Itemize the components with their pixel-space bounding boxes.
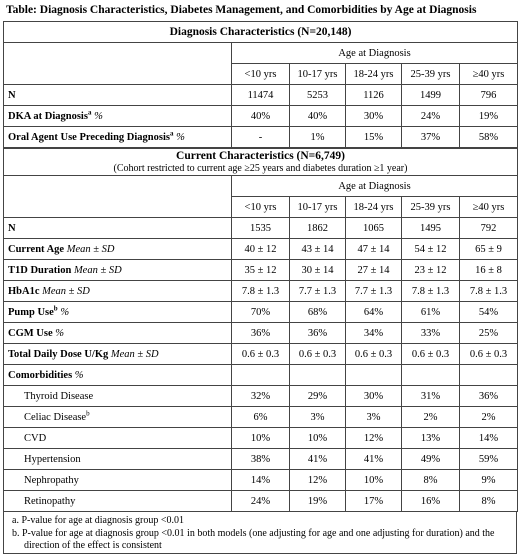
table-cell: 37% <box>402 127 460 148</box>
footnote-marker: b <box>86 409 90 417</box>
table-row <box>4 344 518 365</box>
column-header: ≥40 yrs <box>460 197 518 218</box>
column-header: 10-17 yrs <box>290 197 346 218</box>
table-cell: 12% <box>346 428 402 449</box>
column-header: ≥40 yrs <box>460 64 518 85</box>
row-label-text: Thyroid Disease <box>24 390 94 402</box>
table-row <box>4 260 518 281</box>
row-label-text: Pump Use <box>8 306 54 318</box>
row-label <box>4 260 232 281</box>
table-cell: 25% <box>460 323 518 344</box>
table-cell: 1535 <box>232 218 290 239</box>
table-cell: 34% <box>346 323 402 344</box>
table-cell: 40 ± 12 <box>232 239 290 260</box>
table-cell: 13% <box>402 428 460 449</box>
table-cell: 10% <box>290 428 346 449</box>
table-row <box>4 218 518 239</box>
row-label-text: Total Daily Dose U/Kg <box>8 348 109 360</box>
row-label <box>4 281 232 302</box>
table-cell: 27 ± 14 <box>346 260 402 281</box>
table-cell: 47 ± 14 <box>346 239 402 260</box>
table-cell: 8% <box>460 491 518 512</box>
table-cell: 2% <box>460 407 518 428</box>
table-cell: 7.7 ± 1.3 <box>346 281 402 302</box>
table-title: Table: Diagnosis Characteristics, Diabetes Management, and Comorbidities by Age at Diagnosis <box>6 4 477 16</box>
row-label <box>4 344 232 365</box>
table-cell: 61% <box>402 302 460 323</box>
table-cell: 796 <box>460 85 518 106</box>
table-cell: 0.6 ± 0.3 <box>290 344 346 365</box>
table-cell: 64% <box>346 302 402 323</box>
table-row <box>4 428 518 449</box>
header-blank <box>4 176 232 218</box>
footnote-marker: b <box>53 304 58 312</box>
table-cell: 36% <box>232 323 290 344</box>
table-cell: 10% <box>346 470 402 491</box>
table-cell: 7.8 ± 1.3 <box>232 281 290 302</box>
table-cell: 40% <box>232 106 290 127</box>
row-label <box>4 106 232 127</box>
table-cell: 3% <box>290 407 346 428</box>
section-1-heading: Diagnosis Characteristics (N=20,148) <box>4 22 518 43</box>
table-row <box>4 386 518 407</box>
row-unit: Mean ± SD <box>108 348 159 360</box>
footnotes <box>3 512 517 554</box>
table-cell: 43 ± 14 <box>290 239 346 260</box>
table-row <box>4 85 518 106</box>
table-cell: 36% <box>460 386 518 407</box>
empty-cell <box>232 365 290 386</box>
footnote-marker: a <box>87 108 92 116</box>
table-cell: 68% <box>290 302 346 323</box>
table-cell: 8% <box>402 470 460 491</box>
table-row <box>4 106 518 127</box>
table-row <box>4 127 518 148</box>
row-label <box>4 407 232 428</box>
table-cell: 0.6 ± 0.3 <box>346 344 402 365</box>
table-cell: 3% <box>346 407 402 428</box>
table-cell: 38% <box>232 449 290 470</box>
table-cell: 14% <box>232 470 290 491</box>
row-label-text: N <box>8 222 16 234</box>
section-2-title: Current Characteristics (N=6,749) <box>176 150 345 162</box>
table-cell: 9% <box>460 470 518 491</box>
table-cell: 23 ± 12 <box>402 260 460 281</box>
table-cell: 29% <box>290 386 346 407</box>
row-label-text: T1D Duration <box>8 264 72 276</box>
column-header: 25-39 yrs <box>402 64 460 85</box>
table-row <box>4 407 518 428</box>
table-cell: 792 <box>460 218 518 239</box>
footnote-b: b. P-value for age at diagnosis group <0.01 in both models (one adjusting for age and one adjusting for duration) and the direction of the effect is consistent <box>12 528 495 551</box>
table-cell: 19% <box>460 106 518 127</box>
table-row <box>4 470 518 491</box>
comorbidities-unit: % <box>72 369 84 381</box>
table-section-2 <box>3 148 518 512</box>
table-row <box>4 323 518 344</box>
table-cell: 1862 <box>290 218 346 239</box>
table-cell: 24% <box>232 491 290 512</box>
empty-cell <box>402 365 460 386</box>
table-cell: 41% <box>290 449 346 470</box>
table-cell: 59% <box>460 449 518 470</box>
row-unit: Mean ± SD <box>39 285 90 297</box>
row-label <box>4 428 232 449</box>
empty-cell <box>290 365 346 386</box>
table-cell: - <box>232 127 290 148</box>
row-label <box>4 218 232 239</box>
section-2-subtitle: (Cohort restricted to current age ≥25 years and diabetes duration ≥1 year) <box>113 163 408 174</box>
table-cell: 17% <box>346 491 402 512</box>
table-cell: 16% <box>402 491 460 512</box>
table-row <box>4 449 518 470</box>
row-unit: % <box>173 131 185 143</box>
table-cell: 15% <box>346 127 402 148</box>
table-row <box>4 281 518 302</box>
age-at-diagnosis-header: Age at Diagnosis <box>232 176 518 197</box>
table-cell: 35 ± 12 <box>232 260 290 281</box>
table-cell: 41% <box>346 449 402 470</box>
table-row <box>4 491 518 512</box>
row-label <box>4 85 232 106</box>
table-cell: 54% <box>460 302 518 323</box>
table-cell: 58% <box>460 127 518 148</box>
table-cell: 7.8 ± 1.3 <box>460 281 518 302</box>
table-cell: 7.8 ± 1.3 <box>402 281 460 302</box>
table-cell: 36% <box>290 323 346 344</box>
row-label <box>4 470 232 491</box>
table-cell: 31% <box>402 386 460 407</box>
table-cell: 10% <box>232 428 290 449</box>
table-cell: 7.7 ± 1.3 <box>290 281 346 302</box>
row-label <box>4 386 232 407</box>
table-cell: 2% <box>402 407 460 428</box>
row-label <box>4 127 232 148</box>
row-unit: Mean ± SD <box>64 243 115 255</box>
table-cell: 30 ± 14 <box>290 260 346 281</box>
table-cell: 14% <box>460 428 518 449</box>
table-cell: 1065 <box>346 218 402 239</box>
column-header: 25-39 yrs <box>402 197 460 218</box>
row-label-text: HbA1c <box>8 285 40 297</box>
comorbidities-label <box>4 365 232 386</box>
table-cell: 16 ± 8 <box>460 260 518 281</box>
row-label <box>4 302 232 323</box>
footnote-marker: a <box>169 129 174 137</box>
table-cell: 1499 <box>402 85 460 106</box>
table-cell: 30% <box>346 386 402 407</box>
table-cell: 49% <box>402 449 460 470</box>
row-unit: % <box>57 306 70 318</box>
row-label-text: Retinopathy <box>24 495 76 507</box>
table-row <box>4 302 518 323</box>
table-cell: 1495 <box>402 218 460 239</box>
column-header: 18-24 yrs <box>346 197 402 218</box>
table-cell: 1% <box>290 127 346 148</box>
table-cell: 12% <box>290 470 346 491</box>
row-label-text: Current Age <box>8 243 65 255</box>
table-cell: 24% <box>402 106 460 127</box>
age-at-diagnosis-header: Age at Diagnosis <box>232 43 518 64</box>
table-cell: 33% <box>402 323 460 344</box>
table-cell: 32% <box>232 386 290 407</box>
empty-cell <box>460 365 518 386</box>
table-cell: 0.6 ± 0.3 <box>232 344 290 365</box>
table-cell: 11474 <box>232 85 290 106</box>
table-cell: 30% <box>346 106 402 127</box>
row-label-text: CVD <box>24 432 47 444</box>
column-header: <10 yrs <box>232 64 290 85</box>
row-unit: Mean ± SD <box>71 264 122 276</box>
row-label <box>4 239 232 260</box>
row-label-text: CGM Use <box>8 327 53 339</box>
column-header: 10-17 yrs <box>290 64 346 85</box>
row-label <box>4 491 232 512</box>
table-cell: 65 ± 9 <box>460 239 518 260</box>
row-label-text: Celiac Disease <box>24 411 87 423</box>
table-cell: 0.6 ± 0.3 <box>402 344 460 365</box>
table-row <box>4 239 518 260</box>
table-cell: 70% <box>232 302 290 323</box>
header-blank <box>4 43 232 85</box>
row-unit: % <box>91 110 103 122</box>
table-cell: 5253 <box>290 85 346 106</box>
table-cell: 6% <box>232 407 290 428</box>
row-label-text: Hypertension <box>24 453 81 465</box>
row-label-text: N <box>8 89 16 101</box>
row-label-text: Oral Agent Use Preceding Diagnosis <box>8 131 170 143</box>
table-cell: 0.6 ± 0.3 <box>460 344 518 365</box>
row-unit: % <box>52 327 64 339</box>
table-cell: 1126 <box>346 85 402 106</box>
column-header: 18-24 yrs <box>346 64 402 85</box>
table-cell: 19% <box>290 491 346 512</box>
empty-cell <box>346 365 402 386</box>
column-header: <10 yrs <box>232 197 290 218</box>
row-label <box>4 323 232 344</box>
comorbidities-header-row <box>4 365 518 386</box>
section-2-heading <box>4 149 518 176</box>
row-label-text: DKA at Diagnosis <box>8 110 88 122</box>
row-label <box>4 449 232 470</box>
table-section-1 <box>3 21 518 148</box>
footnote-a: a. P-value for age at diagnosis group <0.01 <box>12 515 184 526</box>
row-label-text: Nephropathy <box>24 474 79 486</box>
comorbidities-label-text: Comorbidities <box>8 369 73 381</box>
table-cell: 54 ± 12 <box>402 239 460 260</box>
table-cell: 40% <box>290 106 346 127</box>
